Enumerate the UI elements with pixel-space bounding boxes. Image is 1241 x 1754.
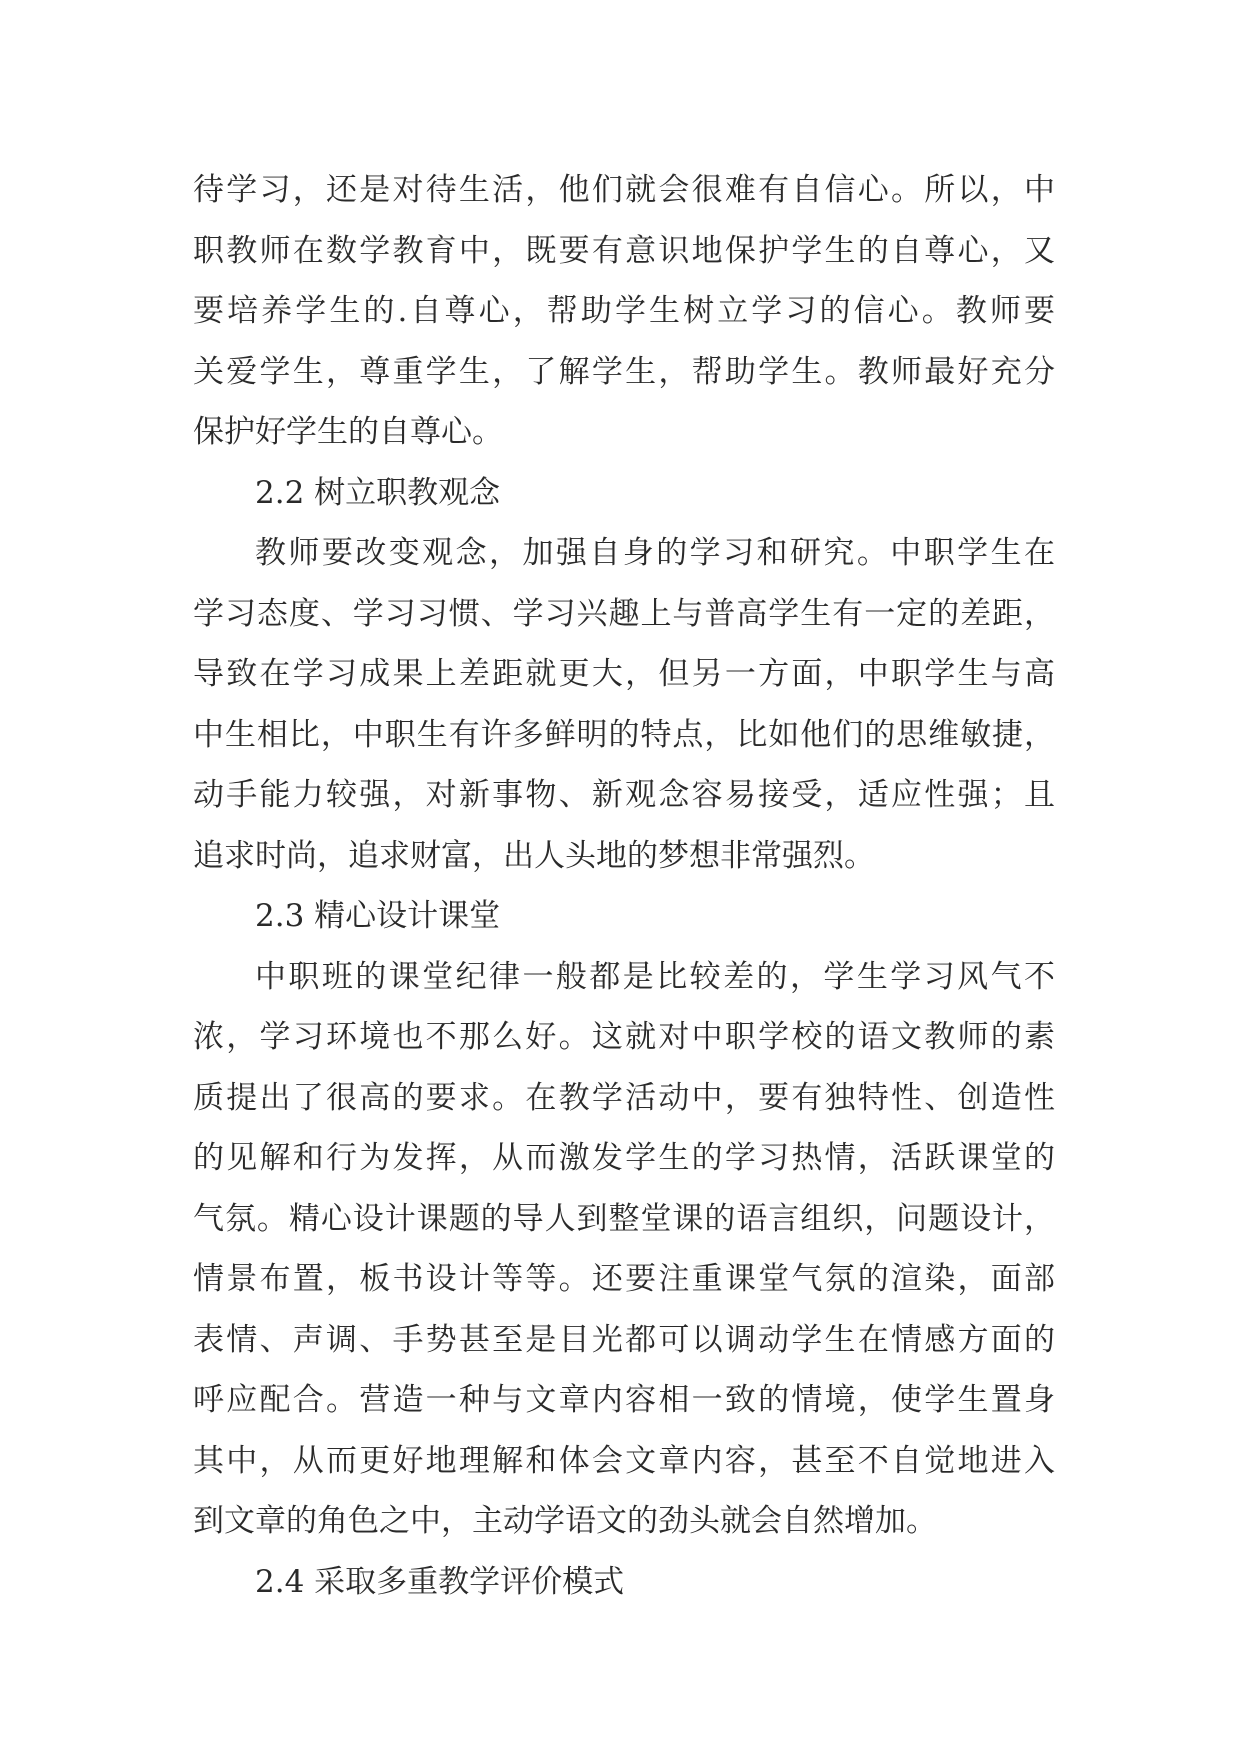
text-line: 教师要改变观念，加强自身的学习和研究。中职学生在 xyxy=(255,535,1055,571)
text-line: 学习态度、学习习惯、学习兴趣上与普高学生有一定的差距， xyxy=(193,595,1055,632)
text-line: 表情、声调、手势甚至是目光都可以调动学生在情感方面的 xyxy=(193,1321,1055,1358)
text-line: 关爱学生，尊重学生，了解学生，帮助学生。教师最好充分 xyxy=(193,353,1055,390)
text-line: 动手能力较强，对新事物、新观念容易接受，适应性强；且 xyxy=(193,777,1055,813)
text-line: 其中，从而更好地理解和体会文章内容，甚至不自觉地进入 xyxy=(193,1442,1055,1479)
text-line: 职教师在数学教育中，既要有意识地保护学生的自尊心，又 xyxy=(193,232,1055,269)
text-line: 导致在学习成果上差距就更大，但另一方面，中职学生与高 xyxy=(193,656,1055,692)
text-line: 情景布置，板书设计等等。还要注重课堂气氛的渲染，面部 xyxy=(193,1261,1055,1297)
text-line: 待学习，还是对待生活，他们就会很难有自信心。所以，中 xyxy=(193,172,1055,208)
text-line: 的见解和行为发挥，从而激发学生的学习热情，活跃课堂的 xyxy=(193,1140,1055,1176)
section-heading-2-4: 2.4 采取多重教学评价模式 xyxy=(255,1563,625,1600)
text-line: 要培养学生的.自尊心，帮助学生树立学习的信心。教师要 xyxy=(193,293,1055,329)
text-line: 中生相比，中职生有许多鲜明的特点，比如他们的思维敏捷， xyxy=(193,716,1055,753)
body-text xyxy=(193,160,1055,1612)
text-line: 中职班的课堂纪律一般都是比较差的，学生学习风气不 xyxy=(255,958,1055,995)
section-heading-2-2: 2.2 树立职教观念 xyxy=(255,474,501,511)
text-line: 追求时尚，追求财富，出人头地的梦想非常强烈。 xyxy=(193,837,875,874)
text-line: 保护好学生的自尊心。 xyxy=(193,414,503,450)
section-heading-2-3: 2.3 精心设计课堂 xyxy=(255,898,501,934)
text-line: 质提出了很高的要求。在教学活动中，要有独特性、创造性 xyxy=(193,1079,1055,1116)
text-line: 气氛。精心设计课题的导人到整堂课的语言组织，问题设计， xyxy=(193,1200,1055,1237)
text-line: 呼应配合。营造一种与文章内容相一致的情境，使学生置身 xyxy=(193,1382,1055,1418)
text-line: 到文章的角色之中，主动学语文的劲头就会自然增加。 xyxy=(193,1503,937,1539)
text-line: 浓，学习环境也不那么好。这就对中职学校的语文教师的素 xyxy=(193,1019,1055,1055)
